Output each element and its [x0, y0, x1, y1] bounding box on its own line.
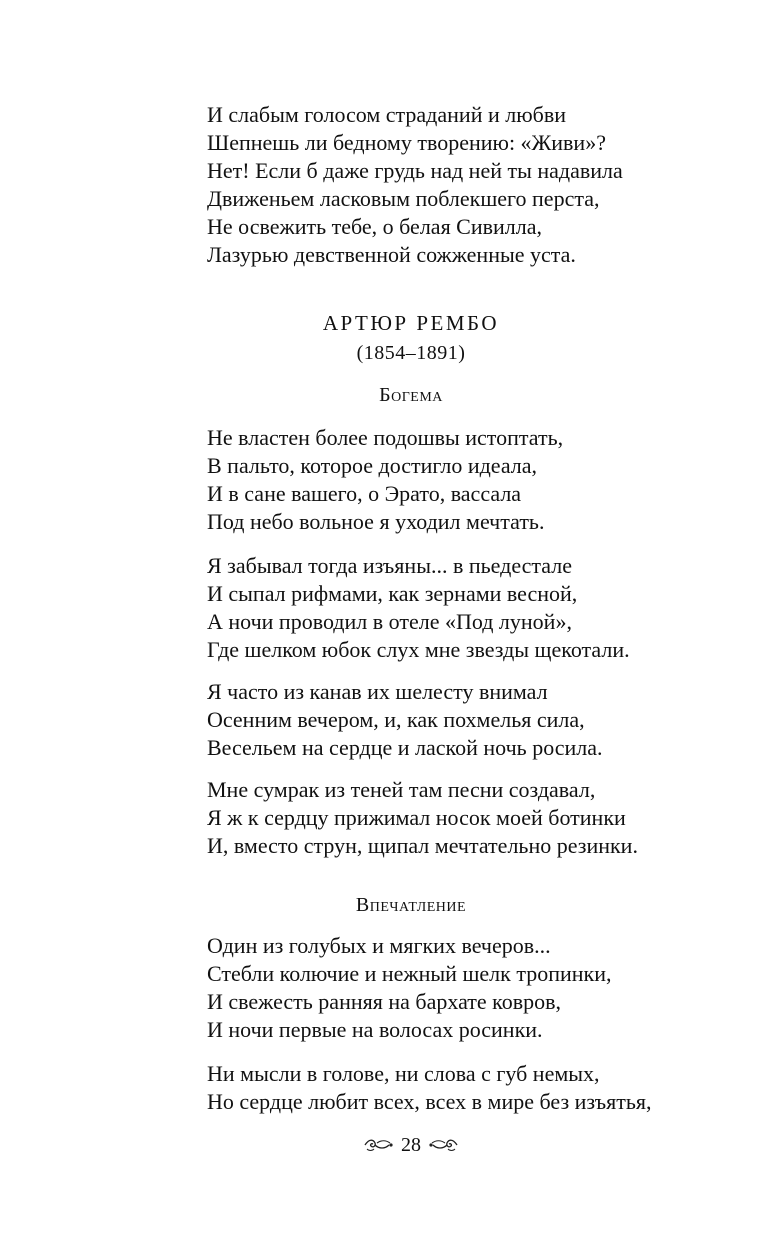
author-name: АРТЮР РЕМБО [322, 311, 500, 335]
verse-line: И свежесть ранняя на бархате ковров, [207, 989, 561, 1014]
verse-line: И сыпал рифмами, как зернами весной, [207, 581, 578, 606]
verse-line: А ночи проводил в отеле «Под луной», [207, 609, 572, 634]
verse-line: И ночи первые на волосах росинки. [207, 1017, 543, 1042]
verse-line: И в сане вашего, о Эрато, вассала [207, 481, 522, 506]
verse-line: Весельем на сердце и лаской ночь росила. [207, 735, 603, 760]
poem-title-impression: Впечатление [355, 894, 467, 916]
verse-line: Но сердце любит всех, всех в мире без изъятья, [207, 1089, 652, 1114]
poem2-stanza-2 [207, 1060, 727, 1116]
poem2-stanza-1 [207, 932, 727, 1044]
author-dates: (1854–1891) [356, 342, 466, 364]
verse-line: И, вместо струн, щипал мечтательно резинки. [207, 833, 638, 858]
verse-line: И слабым голосом страданий и любви [207, 102, 567, 127]
page-number: 28 [401, 1133, 421, 1156]
poem1-stanza-3 [207, 678, 727, 762]
verse-line: Не властен более подошвы истоптать, [207, 425, 564, 450]
verse-line: Стебли колючие и нежный шелк тропинки, [207, 961, 612, 986]
floral-ornament-icon [429, 1137, 459, 1153]
verse-line: Где шелком юбок слух мне звезды щекотали. [207, 637, 630, 662]
poem1-stanza-2 [207, 552, 727, 664]
verse-line: Движеньем ласковым поблекшего перста, [207, 186, 600, 211]
verse-line: Нет! Если б даже грудь над ней ты надавила [207, 158, 623, 183]
verse-line: Мне сумрак из теней там песни создавал, [207, 777, 596, 802]
verse-line: В пальто, которое достигло идеала, [207, 453, 538, 478]
opening-stanza [207, 101, 727, 269]
verse-line: Не освежить тебе, о белая Сивилла, [207, 214, 543, 239]
verse-line: Осенним вечером, и, как похмелья сила, [207, 707, 585, 732]
verse-line: Я часто из канав их шелесту внимал [207, 679, 548, 704]
verse-line: Ни мысли в голове, ни слова с губ немых, [207, 1061, 600, 1086]
poem-title-bohemia: Богема [379, 384, 443, 406]
verse-line: Под небо вольное я уходил мечтать. [207, 509, 545, 534]
poem1-stanza-1 [207, 424, 727, 536]
page-footer [0, 1130, 768, 1160]
verse-line: Один из голубых и мягких вечеров... [207, 933, 551, 958]
verse-line: Шепнешь ли бедному творению: «Живи»? [207, 130, 606, 155]
verse-line: Лазурью девственной сожженные уста. [207, 242, 576, 267]
verse-line: Я ж к сердцу прижимал носок моей ботинки [207, 805, 626, 830]
verse-line: Я забывал тогда изъяны... в пьедестале [207, 553, 573, 578]
poem1-stanza-4 [207, 776, 727, 860]
floral-ornament-icon [363, 1137, 393, 1153]
